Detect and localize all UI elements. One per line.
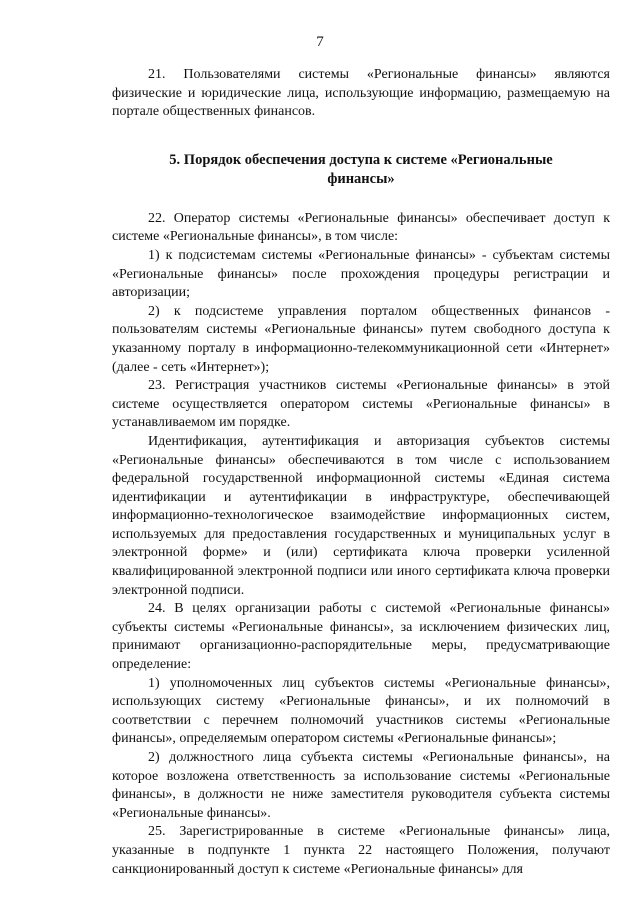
section-heading: 5. Порядок обеспечения доступа к системе «Региональные финансы» bbox=[169, 151, 553, 187]
paragraph-23-identification: Идентификация, аутентификация и авторизация субъектов системы «Региональные финансы» обеспечиваются в том числе с использованием федеральной государственной информационной системы «Единая система идентификации и аутентификации в инфраструктуре, обеспечивающей информационно-технологическое взаимодействие информационных систем, используемых для предоставления государственных и муниципальных услуг в электронной форме» и (или) сертификата ключа проверки усиленной квалифицированной электронной подписи или иного сертификата ключа проверки электронной подписи. bbox=[112, 433, 610, 598]
paragraph-22: 22. Оператор системы «Региональные финансы» обеспечивает доступ к системе «Региональные финансы», в том числе: bbox=[112, 210, 610, 245]
page-number: 7 bbox=[316, 34, 324, 50]
paragraph-23: 23. Регистрация участников системы «Региональные финансы» в этой системе осуществляется оператором системы «Региональные финансы» в устанавливаемом им порядке. bbox=[112, 378, 610, 431]
paragraph-24-item-2: 2) должностного лица субъекта системы «Региональные финансы», на которое возложена ответственность за использование системы «Региональные финансы», в должности не ниже заместителя руководителя субъекта системы «Региональные финансы». bbox=[112, 750, 610, 821]
paragraph-22-item-1: 1) к подсистемам системы «Региональные финансы» - субъектам системы «Региональные финансы» после прохождения процедуры регистрации и авторизации; bbox=[112, 247, 610, 301]
paragraph-25: 25. Зарегистрированные в системе «Региональные финансы» лица, указанные в подпункте 1 пункта 22 настоящего Положения, получают санкционированный доступ к системе «Региональные финансы» для bbox=[112, 824, 610, 877]
paragraph-24: 24. В целях организации работы с системой «Региональные финансы» субъекты системы «Региональные финансы», за исключением физических лиц, принимают организационно-распорядительные меры, предусматривающие определение: bbox=[112, 601, 610, 673]
paragraph-24-item-1: 1) уполномоченных лиц субъектов системы «Региональные финансы», использующих систему «Региональные финансы», и их полномочий в соответствии с перечнем полномочий участников системы «Региональные финансы», определяемым оператором системы «Региональные финансы»; bbox=[112, 675, 610, 747]
document-body bbox=[112, 66, 610, 879]
paragraph-22-item-2: 2) к подсистеме управления порталом общественных финансов - пользователям системы «Региональные финансы» путем свободного доступа к указанному порталу в информационно-телекоммуникационной сети «Интернет» (далее - сеть «Интернет»); bbox=[112, 303, 610, 375]
paragraph-21: 21. Пользователями системы «Региональные финансы» являются физические и юридические лица, использующие информацию, размещаемую на портале общественных финансов. bbox=[112, 67, 610, 120]
